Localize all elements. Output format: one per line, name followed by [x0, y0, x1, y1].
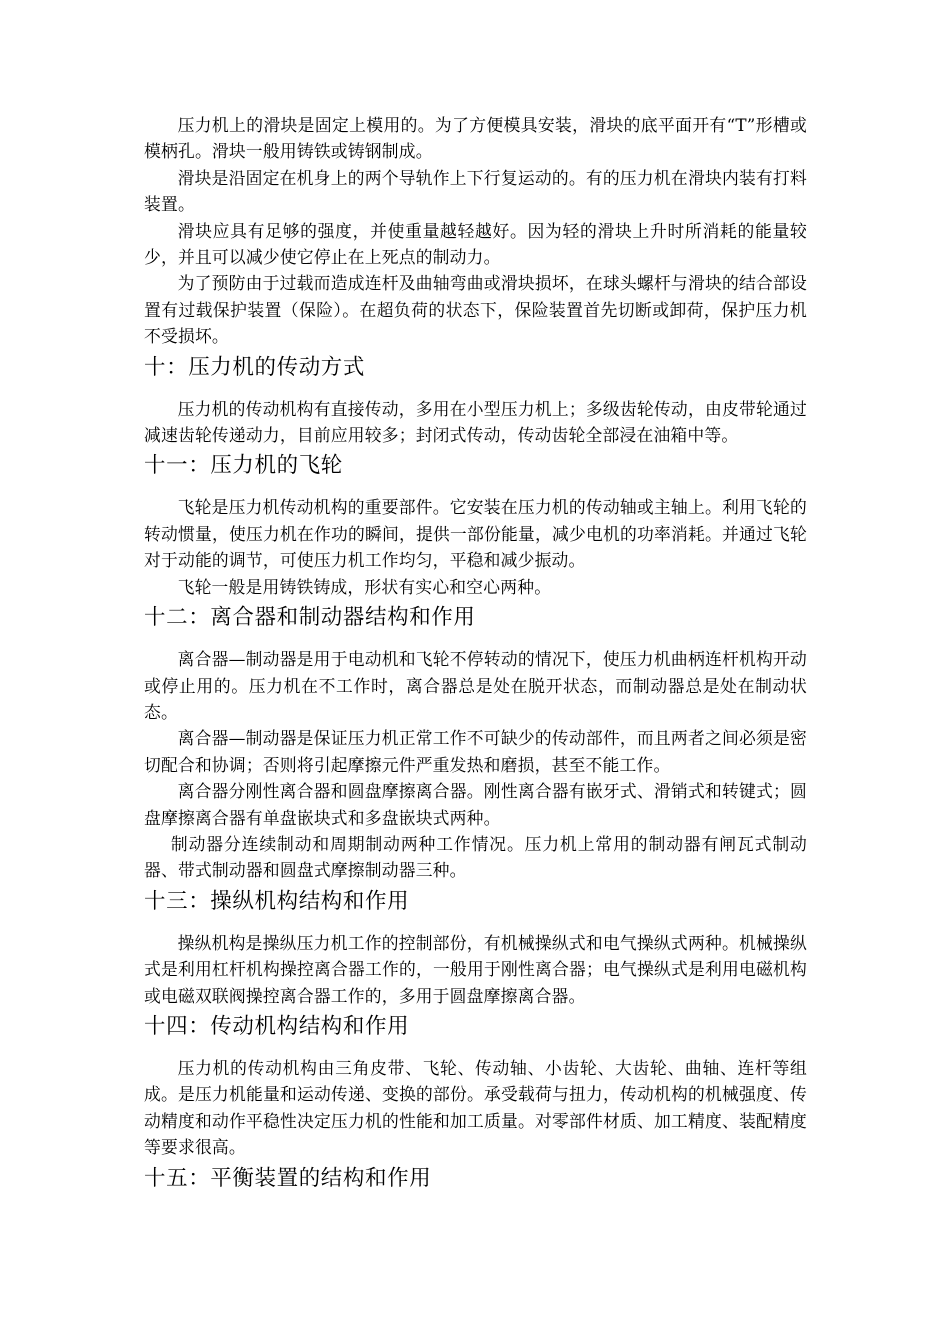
- section-paragraph: 飞轮一般是用铸铁铸成，形状有实心和空心两种。: [177, 576, 552, 597]
- section-11: [144, 452, 807, 600]
- section-paragraph: 离合器分刚性离合器和圆盘摩擦离合器。刚性离合器有嵌牙式、滑销式和转键式；圆盘摩擦离合器有单盘嵌块式和多盘嵌块式两种。: [144, 781, 807, 828]
- section-heading: 十四：传动机构结构和作用: [144, 1013, 410, 1039]
- section-heading: 十三：操纵机构结构和作用: [144, 888, 410, 914]
- section-paragraph: 离合器—制动器是保证压力机正常工作不可缺少的传动部件，而且两者之间必须是密切配合和协调；否则将引起摩擦元件严重发热和磨损，甚至不能工作。: [144, 728, 807, 775]
- section-paragraph: 压力机的传动机构有直接传动，多用在小型压力机上；多级齿轮传动，由皮带轮通过减速齿轮传递动力，目前应用较多；封闭式传动，传动齿轮全部浸在油箱中等。: [144, 398, 807, 446]
- section-15: [144, 1165, 807, 1193]
- section-12: [144, 604, 807, 884]
- section-paragraph: 离合器—制动器是用于电动机和飞轮不停转动的情况下，使压力机曲柄连杆机构开动或停止用的。压力机在不工作时，离合器总是处在脱开状态，而制动器总是处在制动状态。: [144, 649, 807, 722]
- document-page: [144, 112, 807, 1193]
- intro-paragraph-2: 滑块是沿固定在机身上的两个导轨作上下行复运动的。有的压力机在滑块内装有打料装置。: [144, 167, 807, 215]
- section-heading: 十二：离合器和制动器结构和作用: [144, 605, 476, 631]
- intro-paragraph-3: 滑块应具有足够的强度，并使重量越轻越好。因为轻的滑块上升时所消耗的能量较少，并且可以减少使它停止在上死点的制动力。: [144, 220, 807, 268]
- section-heading: 十：压力机的传动方式: [144, 354, 366, 380]
- section-heading: 十五：平衡装置的结构和作用: [144, 1165, 432, 1191]
- intro-paragraph-4: 为了预防由于过载而造成连杆及曲轴弯曲或滑块损坏，在球头螺杆与滑块的结合部设置有过载保护装置（保险）。在超负荷的状态下，保险装置首先切断或卸荷，保护压力机不受损坏。: [144, 273, 807, 347]
- section-heading: 十一：压力机的飞轮: [144, 453, 343, 479]
- intro-section: [144, 112, 807, 350]
- section-paragraph: 制动器分连续制动和周期制动两种工作情况。压力机上常用的制动器有闸瓦式制动器、带式制动器和圆盘式摩擦制动器三种。: [144, 833, 807, 881]
- section-paragraph: 飞轮是压力机传动机构的重要部件。它安装在压力机的传动轴或主轴上。利用飞轮的转动惯量，使压力机在作功的瞬间，提供一部份能量，减少电机的功率消耗。并通过飞轮对于动能的调节，可使压力机工作均匀，平稳和减少振动。: [144, 497, 807, 571]
- section-paragraph: 压力机的传动机构由三角皮带、飞轮、传动轴、小齿轮、大齿轮、曲轴、连杆等组成。是压力机能量和运动传递、变换的部份。承受载荷与扭力，传动机构的机械强度、传动精度和动作平稳性决定压力机的性能和加工质量。对零部件材质、加工精度、装配精度等要求很高。: [144, 1057, 807, 1158]
- intro-paragraph-1: 压力机上的滑块是固定上模用的。为了方便模具安装，滑块的底平面开有“T”形槽或模柄孔。滑块一般用铸铁或铸钢制成。: [144, 115, 807, 162]
- section-13: [144, 888, 807, 1009]
- section-paragraph: 操纵机构是操纵压力机工作的控制部份，有机械操纵式和电气操纵式两种。机械操纵式是利用杠杆机构操控离合器工作的，一般用于刚性离合器；电气操纵式是利用电磁机构或电磁双联阀操控离合器工作的，多用于圆盘摩擦离合器。: [144, 932, 807, 1006]
- section-10: [144, 354, 807, 449]
- section-14: [144, 1013, 807, 1161]
